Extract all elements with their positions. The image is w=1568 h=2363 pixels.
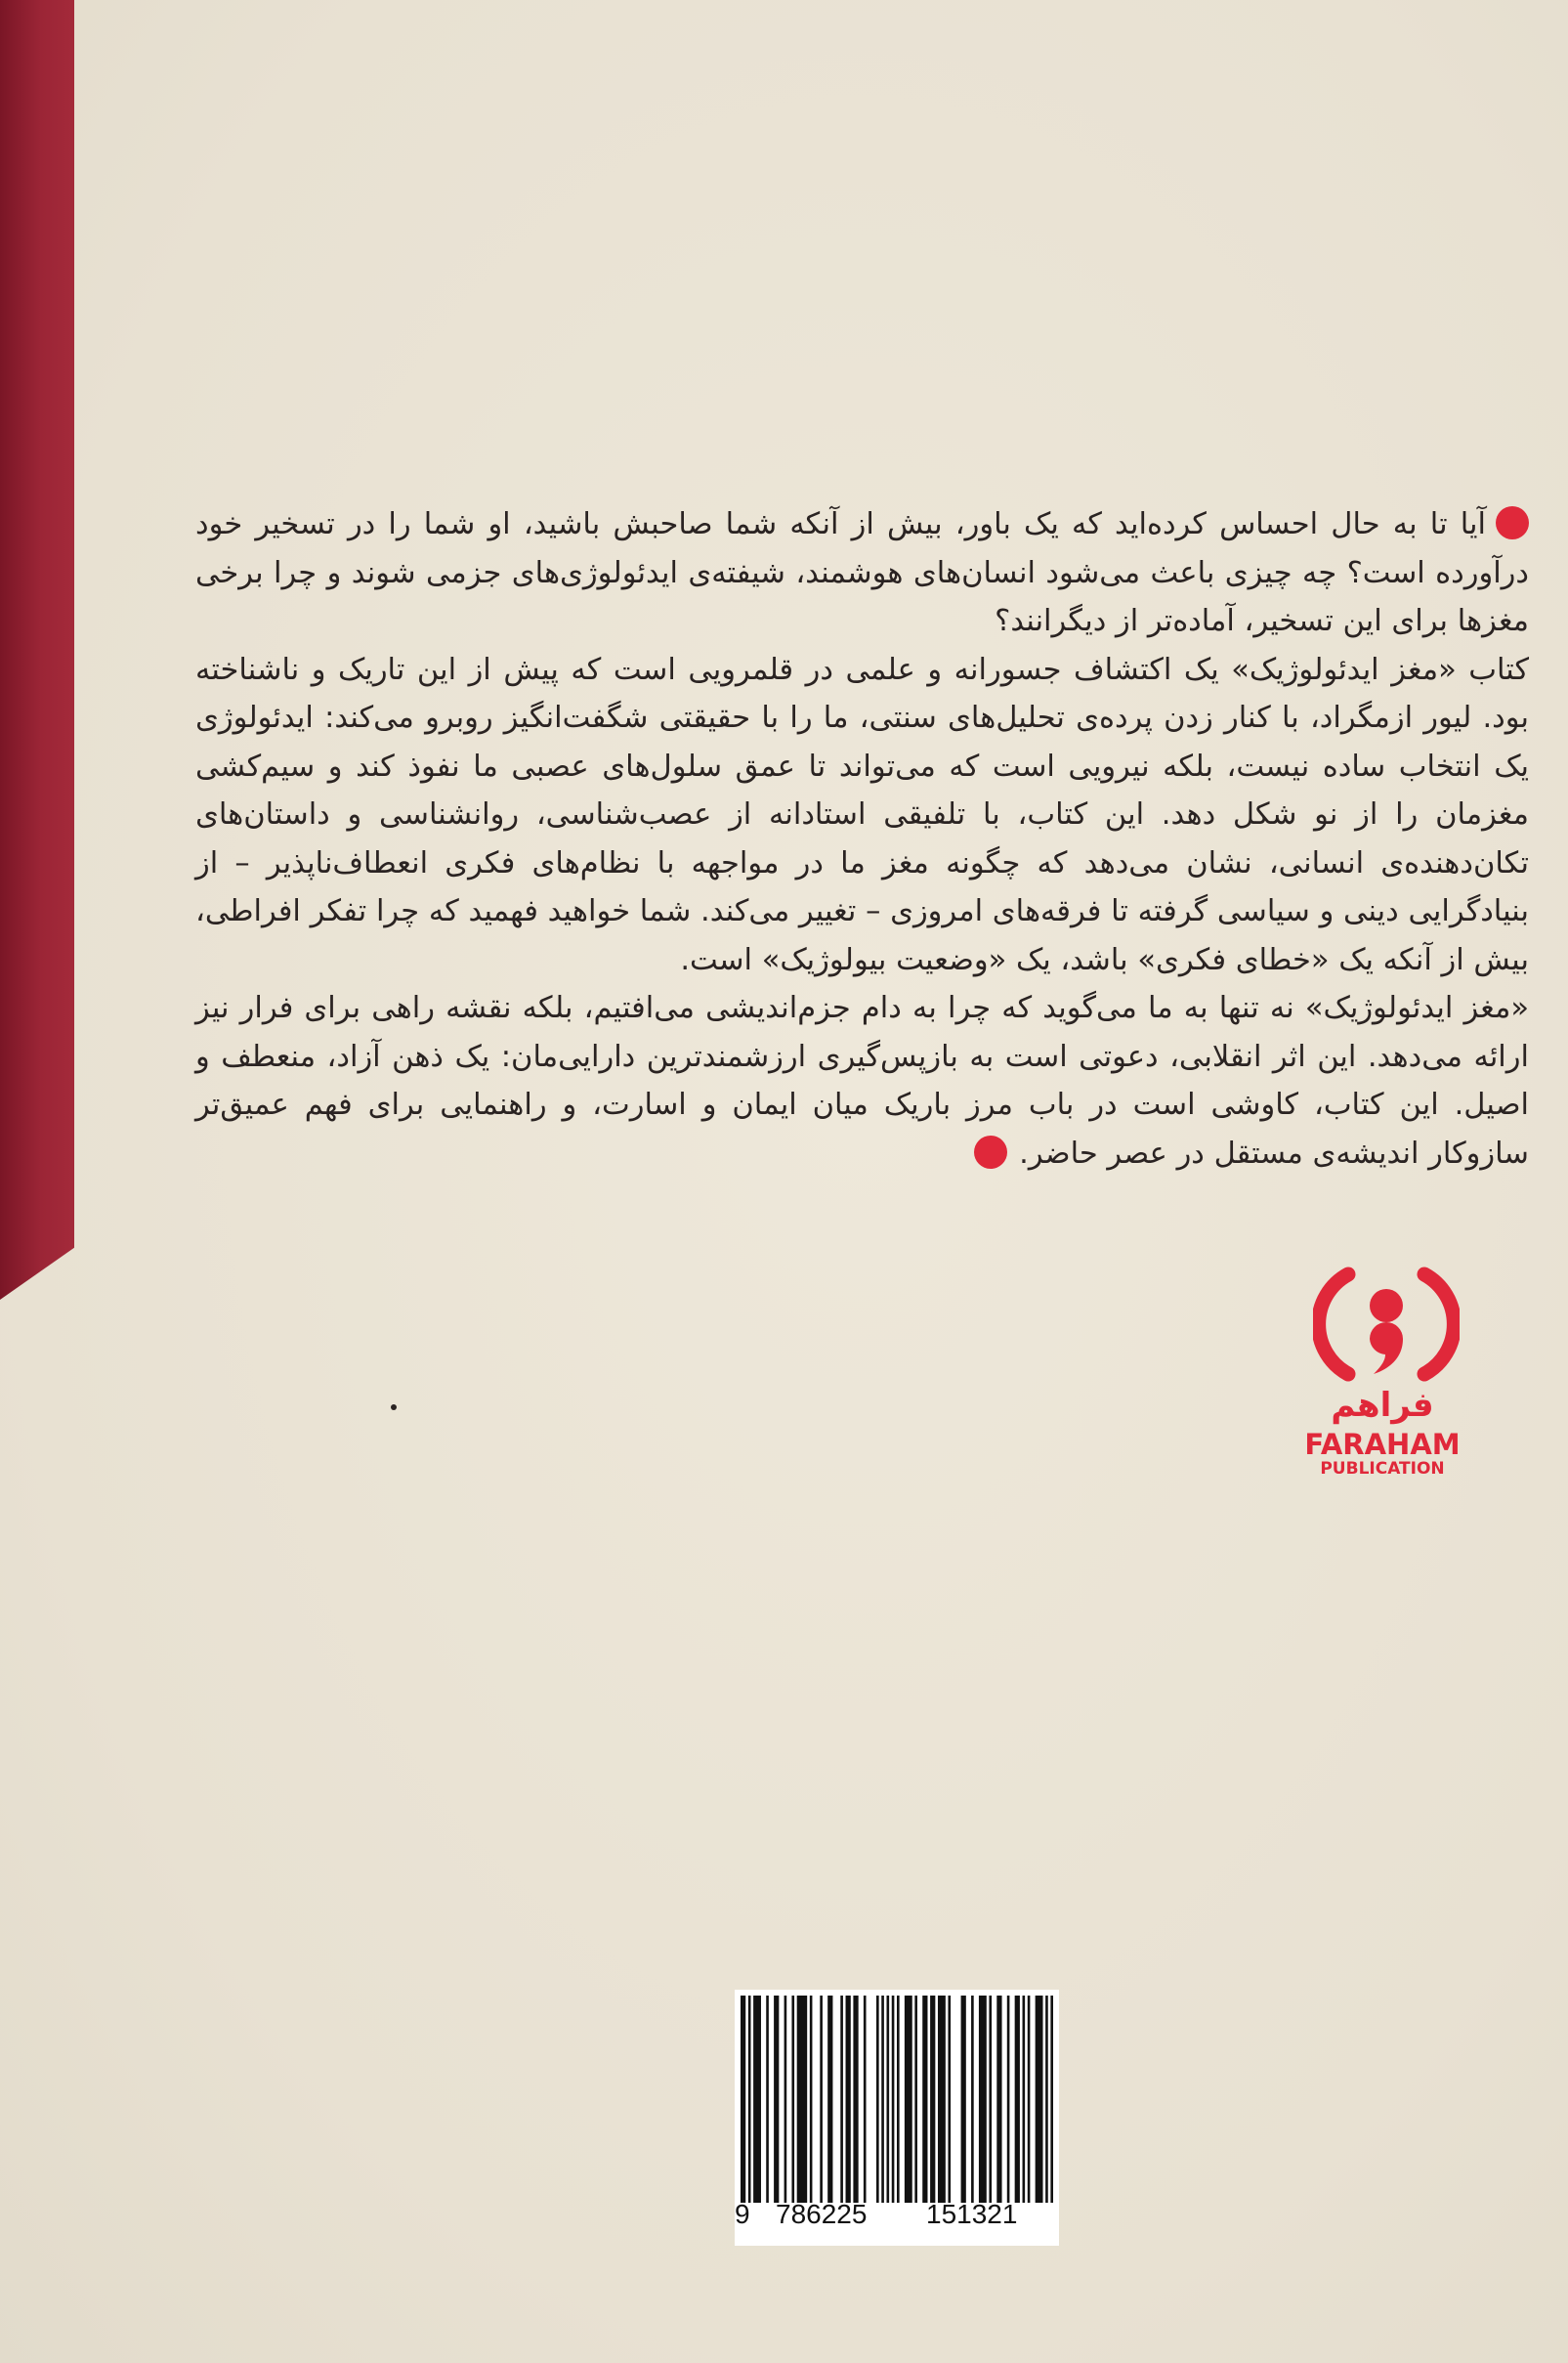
blurb-paragraph-3: «مغز ایدئولوژیک» نه تنها به ما می‌گوید که چرا به دام جزم‌اندیشی می‌افتیم، بلکه نقشه راهی برای فرار نیز ارائه می‌دهد. این اثر انقلابی، دعوتی است به بازپس‌گیری ارزشمندترین دارایی‌مان: یک ذهن آزاد، منعطف و اصیل. این کتاب، کاوشی است در باب مرز باریک میان ایمان و اسارت، و راهنمایی برای فهم عمیق‌تر سازوکار اندیشه‌ی مستقل در عصر حاضر. [195,991,1529,1171]
barcode-bar [840,1996,843,2203]
barcode-bar [938,1996,946,2203]
barcode-bar [784,1996,787,2203]
barcode-bar [881,1996,884,2203]
barcode-bar [864,1996,867,2203]
barcode-number [735,2199,1059,2238]
barcode-bar [961,1996,966,2203]
isbn-barcode [735,1990,1059,2246]
barcode-bar [979,1996,987,2203]
barcode-bar [1023,1996,1026,2203]
barcode-bar [930,1996,935,2203]
barcode-bar [1036,1996,1043,2203]
barcode-bar [827,1996,832,2203]
barcode-bar [971,1996,974,2203]
barcode-bar [905,1996,912,2203]
barcode-bar [820,1996,823,2203]
barcode-bar [1015,1996,1020,2203]
barcode-bar [741,1996,745,2203]
barcode-bar [766,1996,769,2203]
barcode-bar [996,1996,1001,2203]
barcode-bar [876,1996,879,2203]
barcode-bar [922,1996,927,2203]
spine-band [0,0,74,1300]
publisher-logo [1299,1261,1534,1495]
barcode-bar [1028,1996,1031,2203]
barcode-right-group: 151321 [926,2199,1018,2229]
bullet-dot-icon [974,1136,1007,1169]
blurb-paragraph-1: آیا تا به حال احساس کرده‌اید که یک باور، بیش از آنکه شما صاحبش باشید، او شما را در تسخیر خود درآورده است؟ چه چیزی باعث می‌شود انسان‌های هوشمند، شیفته‌ی ایدئولوژی‌های جزمی شوند و چرا برخی مغزها برای این تسخیر، آماده‌تر از دیگرانند؟ [195,507,1529,638]
bullet-dot-icon [1496,506,1529,539]
barcode-lead-digit: 9 [735,2199,750,2229]
publisher-logo-mark-icon [1313,1261,1460,1388]
publisher-tagline: PUBLICATION [1320,1459,1445,1479]
barcode-bar [774,1996,779,2203]
barcode-bar [853,1996,858,2203]
blurb-text [195,500,1529,1178]
publisher-name-fa: فراهم [1331,1386,1434,1425]
publisher-name-en: FARAHAM [1304,1428,1461,1461]
barcode-bar [1045,1996,1048,2203]
blurb-paragraph-2: کتاب «مغز ایدئولوژیک» یک اکتشاف جسورانه و علمی در قلمرویی است که پیش از این تاریک و ناشناخته بود. لیور ازمگراد، با کنار زدن پرده‌ی تحلیل‌های سنتی، ما را با حقیقتی شگفت‌انگیز روبرو می‌کند: ایدئولوژی یک انتخاب ساده نیست، بلکه نیرویی است که می‌تواند تا عمق سلول‌های عصبی ما نفوذ کند و سیم‌کشی مغزمان را از نو شکل دهد. این کتاب، با تلفیقی استادانه از عصب‌شناسی، روانشناسی و داستان‌های تکان‌دهنده‌ی انسانی، نشان می‌دهد که چگونه مغز ما در مواجهه با نظام‌های فکری انعطاف‌ناپذیر – از بنیادگرایی دینی و سیاسی گرفته تا فرقه‌های امروزی – تغییر می‌کند. شما خواهید فهمید که چرا تفکر افراطی، بیش از آنکه یک «خطای فکری» باشد، یک «وضعیت بیولوژیک» است. [195,652,1529,977]
barcode-bar [914,1996,917,2203]
barcode-bar [892,1996,895,2203]
barcode-bar [887,1996,890,2203]
barcode-bar [791,1996,794,2203]
barcode-bar [810,1996,813,2203]
barcode-bar [1007,1996,1010,2203]
barcode-bar [748,1996,751,2203]
barcode-bar [1050,1996,1053,2203]
barcode-bar [897,1996,900,2203]
ink-speck [391,1404,397,1410]
barcode-bar [846,1996,851,2203]
barcode-left-group: 786225 [776,2199,868,2229]
barcode-bars [741,1996,1053,2203]
barcode-bar [797,1996,807,2203]
barcode-bar [948,1996,951,2203]
barcode-bar [989,1996,992,2203]
barcode-bar [753,1996,761,2203]
